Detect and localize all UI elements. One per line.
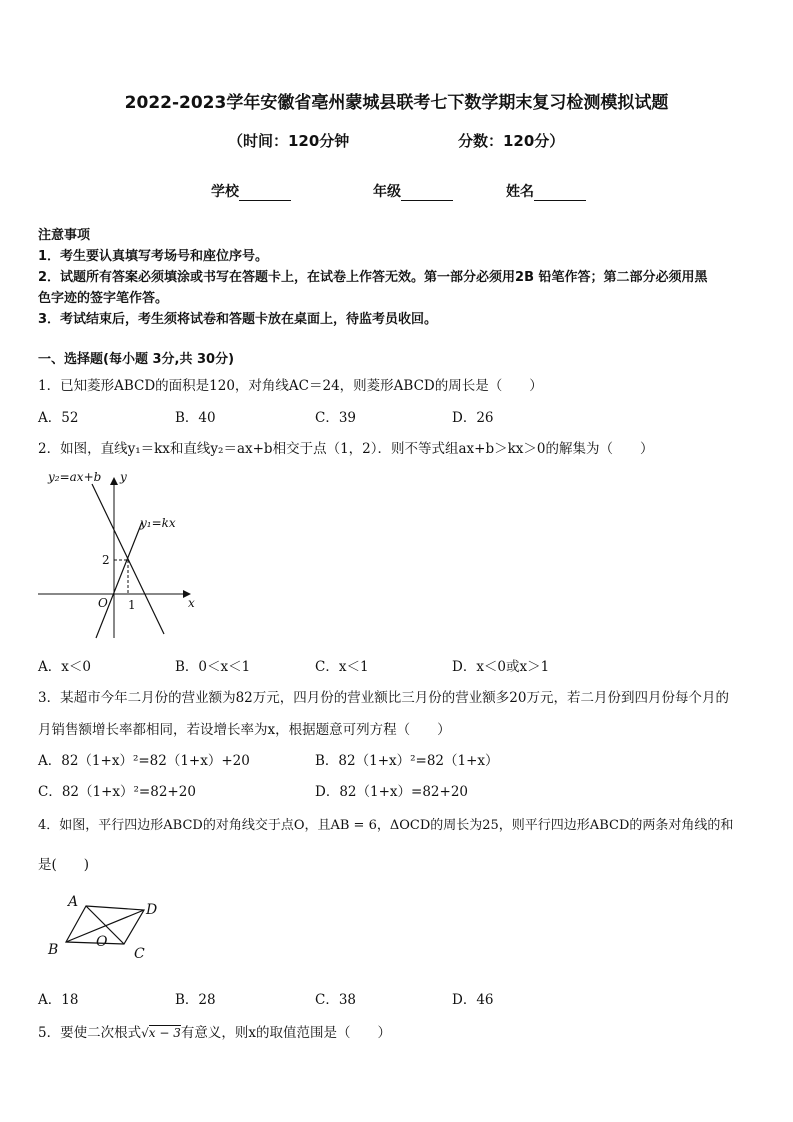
radical-sign-icon: √ <box>141 1026 149 1040</box>
q2-graph-svg <box>30 466 200 646</box>
q3-option-a: A．82（1+x）²=82（1+x）+20 <box>38 753 250 769</box>
y-axis-label: y <box>120 470 127 484</box>
q4-option-a: A．18 <box>38 992 79 1008</box>
vertex-b: B <box>48 942 59 958</box>
x-axis-label: x <box>188 596 195 610</box>
grade-label: 年级 <box>373 184 401 200</box>
question-2-stem: 2．如图，直线y₁＝kx和直线y₂＝ax+b相交于点（1，2）．则不等式组ax+b＞kx＞0的解集为（ ） <box>38 441 654 457</box>
q1-option-c: C．39 <box>315 410 357 426</box>
tick-y-2: 2 <box>102 553 110 567</box>
q3-option-d: D．82（1+x）=82+20 <box>315 784 468 800</box>
q2-option-b: B．0＜x＜1 <box>175 659 251 675</box>
name-field <box>506 181 586 201</box>
question-3-stem-line1: 3．某超市今年二月份的营业额为82万元，四月份的营业额比三月份的营业额多20万元，若二月份到四月份每个月的 <box>38 690 729 706</box>
name-blank <box>534 186 586 201</box>
q3-option-c: C．82（1+x）²=82+20 <box>38 784 196 800</box>
q1-option-b: B．40 <box>175 410 216 426</box>
q4-figure <box>44 894 174 964</box>
q5-radicand: x − 3 <box>148 1026 181 1040</box>
q2-option-c: C．x＜1 <box>315 659 369 675</box>
question-4-stem-line2: 是( ) <box>38 857 90 873</box>
school-blank <box>239 186 291 201</box>
notice-heading: 注意事项 <box>38 228 91 243</box>
notice-item-2-cont: 色字迹的签字笔作答。 <box>38 291 169 306</box>
tick-x-1: 1 <box>128 598 136 612</box>
grade-blank <box>401 186 453 201</box>
q3-option-b: B．82（1+x）²=82（1+x） <box>315 753 499 769</box>
q4-option-b: B．28 <box>175 992 216 1008</box>
section-heading: 一、选择题(每小题 3分,共 30分) <box>38 352 235 367</box>
question-4-stem-line1: 4．如图，平行四边形ABCD的对角线交于点O，且AB = 6，ΔOCD的周长为25，则平行四边形ABCD的两条对角线的和 <box>38 818 734 833</box>
y1-label: y₁=kx <box>140 516 176 530</box>
q2-option-a: A．x＜0 <box>38 659 91 675</box>
vertex-a: A <box>68 894 79 910</box>
q1-option-a: A．52 <box>38 410 79 426</box>
question-3-stem-line2: 月销售额增长率都相同，若设增长率为x，根据题意可列方程（ ） <box>38 722 451 738</box>
notice-item-3: 3．考试结束后，考生须将试卷和答题卡放在桌面上，待监考员收回。 <box>38 312 438 327</box>
exam-time: （时间：120分钟 <box>228 132 350 150</box>
question-1-stem: 1．已知菱形ABCD的面积是120，对角线AC＝24，则菱形ABCD的周长是（ ） <box>38 378 543 394</box>
q5-stem-post: 有意义，则x的取值范围是（ ） <box>180 1025 391 1041</box>
q2-graph <box>30 466 200 646</box>
exam-score: 分数：120分） <box>458 132 565 150</box>
grade-field <box>373 181 453 201</box>
q4-option-c: C．38 <box>315 992 357 1008</box>
vertex-c: C <box>134 946 145 962</box>
q5-stem-pre: 5．要使二次根式 <box>38 1025 142 1041</box>
notice-item-1: 1．考生要认真填写考场号和座位序号。 <box>38 249 269 264</box>
vertex-d: D <box>146 902 158 918</box>
q5-radical <box>141 1025 181 1040</box>
y2-label: y₂=ax+b <box>48 470 102 484</box>
q1-option-d: D．26 <box>452 410 494 426</box>
question-5-stem <box>38 1021 391 1041</box>
page-title: 2022-2023学年安徽省亳州蒙城县联考七下数学期末复习检测模拟试题 <box>124 93 669 113</box>
center-o: O <box>96 934 108 950</box>
q4-option-d: D．46 <box>452 992 494 1008</box>
origin-label: O <box>98 596 108 610</box>
notice-item-2: 2．试题所有答案必须填涂或书写在答题卡上，在试卷上作答无效。第一部分必须用2B 铅笔作答；第二部分必须用黑 <box>38 270 708 285</box>
school-label: 学校 <box>211 184 239 200</box>
name-label: 姓名 <box>506 184 534 200</box>
q2-option-d: D．x＜0或x＞1 <box>452 659 550 675</box>
school-field <box>211 181 291 201</box>
